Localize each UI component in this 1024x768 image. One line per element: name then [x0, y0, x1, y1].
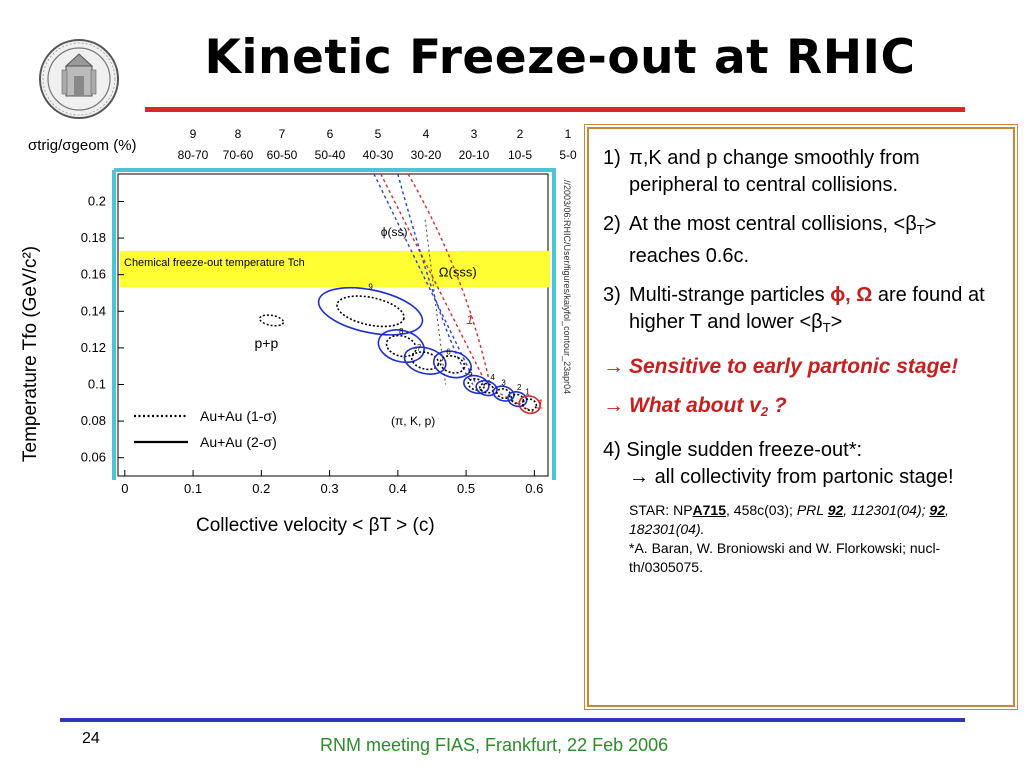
top-bin-range: 60-50 [266, 148, 298, 162]
contour-label: 8 [399, 327, 404, 337]
omega-annotation: Ω(sss) [438, 264, 477, 280]
top-bin-number: 3 [470, 127, 478, 141]
contour-label: 7 [416, 343, 422, 353]
arrow-icon: → [603, 355, 624, 378]
contour-label: 3 [501, 378, 506, 388]
point-2: 2) At the most central collisions, $<\beta_T>$ reaches 0.6c. [603, 213, 937, 267]
page-number: 24 [82, 730, 100, 747]
top-axis-label: σtrig/σgeom (%) [28, 137, 137, 154]
omega-one-label: 1 [536, 396, 544, 412]
freezeout-chart [8, 122, 580, 550]
top-bin-range: 30-20 [410, 148, 442, 162]
top-bin-range: 80-70 [177, 148, 209, 162]
point-3: 3) Multi-strange particles ϕ, Ω are found at higher T and lower $<\beta_T>$ [603, 284, 985, 335]
contour-label: 4 [490, 373, 495, 383]
phi-one-label: 1 [466, 312, 474, 328]
summary-text-box [587, 127, 1015, 707]
x-tick-label: 0.5 [457, 481, 476, 496]
contour-label: 2 [517, 383, 522, 393]
top-bin-number: 9 [189, 127, 197, 141]
legend-solid-label: Au+Au (2-σ) [200, 434, 277, 450]
pp-annotation: p+p [254, 334, 279, 351]
y-tick-label: 0.1 [87, 376, 106, 392]
y-tick-label: 0.06 [80, 449, 106, 465]
arrow-icon: → [603, 394, 624, 417]
y-tick-label: 0.18 [80, 230, 106, 246]
contour-label: 5 [468, 368, 473, 378]
top-bin-number: 6 [326, 127, 334, 141]
slide-title: Kinetic Freeze-out at RHIC [204, 30, 916, 85]
phi-annotation: ϕ(ss) [380, 225, 408, 240]
top-bin-number: 1 [564, 127, 572, 141]
point-4: 4) Single sudden freeze-out*: → all collectivity from partonic stage! [603, 439, 954, 488]
university-seal-logo [38, 38, 120, 120]
y-tick-label: 0.14 [80, 303, 106, 319]
y-axis-label: Temperature Tfo (GeV/c²) [20, 245, 41, 462]
x-tick-label: 0.4 [388, 481, 407, 496]
top-bins [178, 127, 577, 162]
y-tick-label: 0.16 [80, 266, 106, 282]
contour-label: 1 [525, 387, 530, 397]
phi-omega-symbols: ϕ, Ω [830, 284, 873, 306]
x-tick-label: 0.1 [184, 481, 203, 496]
conclusion-2: → What about $v_2$ ? [603, 392, 1005, 425]
contour-label: 9 [368, 282, 373, 292]
point-1: 1) π,K and p change smoothly from peripheral to central collisions. [603, 147, 920, 196]
y-tick-label: 0.12 [80, 339, 106, 355]
top-bin-number: 4 [422, 127, 430, 141]
x-tick-label: 0.6 [525, 481, 544, 496]
x-tick-label: 0.3 [320, 481, 339, 496]
top-bin-number: 8 [234, 127, 242, 141]
top-bin-range: 10-5 [507, 148, 533, 162]
y-tick-label: 0.08 [80, 413, 106, 429]
references: STAR: NPA715, 458c(03); PRL 92, 112301(04); 92, 182301(04). *A. Baran, W. Broniowski and W. Florkowski; nucl-th/0305075. [629, 502, 949, 575]
conclusion-1: → Sensitive to early partonic stage! [603, 355, 959, 378]
top-bin-number: 2 [516, 127, 524, 141]
x-tick-label: 0.2 [252, 481, 271, 496]
top-bin-range: 70-60 [222, 148, 254, 162]
top-bin-number: 7 [278, 127, 286, 141]
y-tick-label: 0.2 [87, 193, 106, 209]
x-axis-label: Collective velocity < βT > (c) [196, 515, 435, 536]
contour-label: 6 [446, 347, 451, 357]
side-note: //2003/06:RHIC/User/figures/kaiyfol_contour_23apr04 [562, 180, 572, 395]
particles-annotation: (π, K, p) [391, 413, 436, 428]
top-bin-number: 5 [374, 127, 382, 141]
x-tick-label: 0 [121, 481, 129, 496]
band-label: Chemical freeze-out temperature Tch [124, 256, 305, 269]
top-bin-range: 5-0 [559, 148, 577, 162]
footer-text: RNM meeting FIAS, Frankfurt, 22 Feb 2006 [320, 735, 669, 755]
pi-symbol: π [629, 147, 643, 169]
title-underline [145, 107, 965, 112]
top-bin-range: 40-30 [362, 148, 394, 162]
footer-rule [60, 718, 965, 722]
top-bin-range: 50-40 [314, 148, 346, 162]
arrow-icon: → [629, 466, 649, 488]
legend-dotted-label: Au+Au (1-σ) [200, 408, 277, 424]
top-bin-range: 20-10 [458, 148, 490, 162]
plot-frame [118, 174, 548, 476]
